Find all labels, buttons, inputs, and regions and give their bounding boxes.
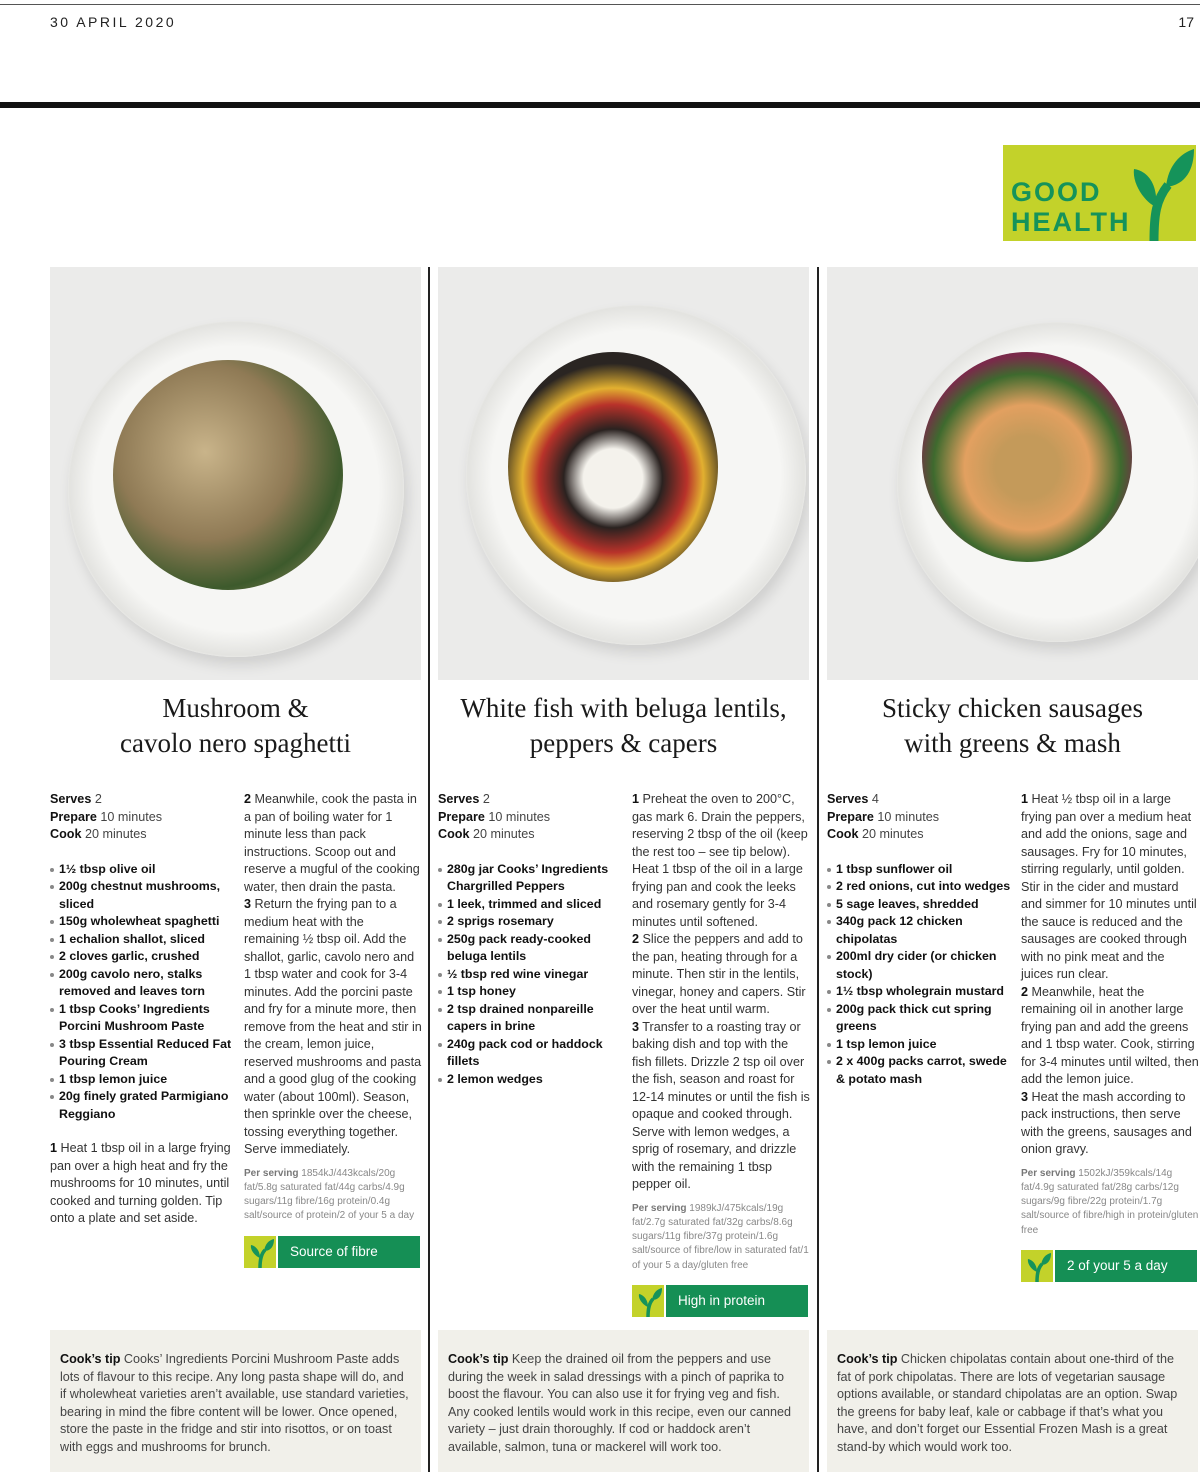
cooks-tip	[827, 1330, 1198, 1472]
ingredient-item: 20g finely grated Parmigiano Reggiano	[50, 1088, 240, 1123]
method-column	[244, 791, 422, 1268]
step-number: 1	[1021, 792, 1029, 806]
step-number: 1	[632, 792, 640, 806]
ingredient-item: 240g pack cod or haddock fillets	[438, 1036, 628, 1071]
top-border	[0, 4, 1200, 5]
meta-cook	[438, 826, 628, 844]
meta-label: Prepare	[438, 809, 485, 824]
food	[113, 360, 343, 590]
meta-value: 2	[94, 792, 102, 806]
header-rule	[0, 102, 1200, 108]
title-line: White fish with beluga lentils,	[460, 693, 787, 723]
recipe-photo	[827, 267, 1198, 680]
ingredients-column	[438, 791, 628, 1088]
cooks-tip-label: Cook’s tip	[60, 1352, 121, 1366]
meta-cook	[50, 826, 240, 844]
health-badge	[632, 1285, 808, 1317]
meta-serves	[50, 791, 240, 809]
ingredient-item: 200g pack thick cut spring greens	[827, 1001, 1017, 1036]
meta-label: Cook	[438, 827, 470, 841]
ingredient-item: 200g chestnut mushrooms, sliced	[50, 878, 240, 913]
ingredient-item: 1 tbsp Cooks’ Ingredients Porcini Mushroom Paste	[50, 1001, 240, 1036]
meta-label: Serves	[438, 792, 480, 806]
meta-label: Serves	[827, 792, 869, 806]
step-text: Heat 1 tbsp oil in a large frying pan over a high heat and fry the mushrooms for 10 minutes, until cooked and turning golden. Tip onto a plate and set aside.	[50, 1141, 231, 1225]
recipe-photo	[50, 267, 421, 680]
food	[922, 352, 1132, 562]
recipe-column	[50, 267, 422, 1259]
title-line: cavolo nero spaghetti	[120, 728, 351, 758]
method-step	[1021, 984, 1199, 1089]
sprout-icon	[1106, 145, 1196, 241]
cooks-tip-text: Cooks’ Ingredients Porcini Mushroom Paste adds lots of flavour to this recipe. Any long pasta shape will do, and if wholewheat varieties aren’t available, use standard varieties, bearing in mind the fibre content will be lower. Once opened, store the paste in the fridge and stir into risottos, or on toast with eggs and mushrooms for brunch.	[60, 1352, 409, 1454]
step-text: Heat ½ tbsp oil in a large frying pan over a medium heat and add the onions, sage and sausages. Fry for 10 minutes, stirring regularly, until golden. Stir in the cider and mustard and simmer for 10 minutes until the sauce is reduced and the sausages are cooked through with no pink meat and the juices run clear.	[1021, 792, 1197, 981]
food	[508, 352, 718, 582]
meta-serves	[438, 791, 628, 809]
meta-label: Prepare	[827, 809, 874, 824]
good-health-logo	[1003, 145, 1196, 241]
recipe-photo	[438, 267, 809, 680]
meta-value: 10 minutes	[877, 809, 940, 824]
meta-prepare	[50, 809, 240, 827]
meta-value: 10 minutes	[100, 809, 163, 824]
badge-label: 2 of your 5 a day	[1055, 1250, 1197, 1282]
step-text: Return the frying pan to a medium heat with the remaining ½ tbsp oil. Add the shallot, garlic, cavolo nero and 1 tbsp water and cook for 3-4 minutes. Add the porcini paste and fry for a minute more, then remove from the heat and stir in the cream, lemon juice, reserved mushrooms and pasta and a good glug of the cooking water (about 100ml). Season, then sprinkle over the cheese, tossing everything together. Serve immediately.	[244, 897, 422, 1156]
step-number: 2	[632, 932, 640, 946]
ingredient-item: 2 tsp drained nonpareille capers in brine	[438, 1001, 628, 1036]
step-text: Meanwhile, heat the remaining oil in another large frying pan and add the greens and 1 tbsp water. Cook, stirring for 3-4 minutes until wilted, then add the lemon juice.	[1021, 984, 1199, 1086]
ingredient-item: ½ tbsp red wine vinegar	[438, 966, 628, 984]
meta-prepare	[827, 809, 1017, 827]
method-step	[632, 931, 810, 1019]
title-line: peppers & capers	[529, 728, 718, 758]
ingredient-item: 1 tsp lemon juice	[827, 1036, 1017, 1054]
cooks-tip-label: Cook’s tip	[448, 1352, 509, 1366]
ingredient-item: 150g wholewheat spaghetti	[50, 913, 240, 931]
step-number: 3	[1021, 1089, 1029, 1104]
meta-prepare	[438, 809, 628, 827]
title-line: with greens & mash	[904, 728, 1121, 758]
nutrition-info	[632, 1202, 810, 1273]
step-text: Meanwhile, cook the pasta in a pan of boiling water for 1 minute less than pack instructions. Scoop out and reserve a mugful of the cooking water, then drain the pasta.	[244, 792, 420, 894]
ingredient-item: 1½ tbsp olive oil	[50, 861, 240, 879]
ingredient-item: 200g cavolo nero, stalks removed and leaves torn	[50, 966, 240, 1001]
sprout-icon	[244, 1236, 276, 1268]
ingredient-list	[50, 861, 240, 1124]
ingredient-item: 340g pack 12 chicken chipolatas	[827, 913, 1017, 948]
meta-value: 10 minutes	[488, 809, 551, 824]
step-number: 1	[50, 1141, 58, 1155]
step-text: Preheat the oven to 200°C, gas mark 6. Drain the peppers, reserving 2 tbsp of the oil (keep the rest too – see tip below). Heat 1 tbsp of the oil in a large frying pan and cook the leeks and rosemary gently for 3-4 minutes until softened.	[632, 792, 808, 929]
nutrition-values: 1854kJ/443kcals/20g fat/5.8g saturated fat/44g carbs/4.9g sugars/11g fibre/16g protein/0.4g salt/source of protein/2 of your 5 a day	[244, 1167, 415, 1222]
meta-cook	[827, 826, 1017, 844]
ingredient-item: 1½ tbsp wholegrain mustard	[827, 983, 1017, 1001]
ingredient-item: 2 lemon wedges	[438, 1071, 628, 1089]
column-divider	[817, 267, 819, 1472]
step-number: 3	[244, 897, 252, 911]
method-step	[632, 1019, 810, 1194]
column-divider	[428, 267, 430, 1472]
ingredient-item: 200ml dry cider (or chicken stock)	[827, 948, 1017, 983]
step-number: 2	[244, 792, 252, 806]
recipe-column	[438, 267, 810, 1308]
ingredient-item: 2 sprigs rosemary	[438, 913, 628, 931]
nutrition-label: Per serving	[1021, 1167, 1076, 1179]
step-text: Transfer to a roasting tray or baking dish and top with the fish fillets. Drizzle 2 tsp oil over the fish, season and roast for 12-14 minutes or until the fish is opaque and cooked through. Serve with lemon wedges, a sprig of rosemary, and drizzle with the remaining 1 tbsp pepper oil.	[632, 1019, 810, 1191]
method-step	[1021, 1089, 1199, 1159]
cooks-tip-text: Chicken chipolatas contain about one-third of the fat of pork chipolatas. There are lots of vegetarian sausage options available, or standard chipolatas are an option. Swap the greens for baby leaf, kale or cabbage if that’s what you have, and don’t forget our Essential Frozen Mash is a great stand-by which would work too.	[837, 1352, 1178, 1454]
step-text: Slice the peppers and add to the pan, heating through for a minute. Then stir in the lentils, vinegar, honey and capers. Stir over the heat until warm.	[632, 932, 806, 1016]
health-badge	[244, 1236, 420, 1268]
nutrition-info	[244, 1167, 422, 1224]
page-number: 17	[1178, 14, 1194, 30]
method-step	[244, 896, 422, 1159]
logo-line2: HEALTH	[1011, 207, 1131, 237]
nutrition-values: 1989kJ/475kcals/19g fat/2.7g saturated fat/32g carbs/8.6g sugars/11g fibre/37g protein/1.6g salt/source of fibre/low in saturated fat/1 of your 5 a day/gluten free	[632, 1202, 809, 1271]
ingredients-column	[50, 791, 240, 1228]
title-line: Mushroom &	[162, 693, 309, 723]
health-badge	[1021, 1250, 1197, 1282]
ingredient-item: 5 sage leaves, shredded	[827, 896, 1017, 914]
recipe-column	[827, 267, 1199, 1273]
method-step	[1021, 791, 1199, 984]
method-step	[50, 1140, 240, 1228]
logo-line1: GOOD	[1011, 177, 1102, 207]
meta-value: 20 minutes	[472, 827, 535, 841]
ingredient-item: 2 red onions, cut into wedges	[827, 878, 1017, 896]
badge-label: Source of fibre	[278, 1236, 420, 1268]
recipe-title	[827, 691, 1198, 761]
cooks-tip	[50, 1330, 421, 1472]
method-step	[632, 791, 810, 931]
nutrition-label: Per serving	[244, 1167, 299, 1179]
meta-value: 20 minutes	[84, 827, 147, 841]
meta-label: Prepare	[50, 809, 97, 824]
meta-label: Serves	[50, 792, 92, 806]
ingredient-item: 1 tsp honey	[438, 983, 628, 1001]
meta-value: 2	[482, 792, 490, 806]
ingredient-item: 3 tbsp Essential Reduced Fat Pouring Cream	[50, 1036, 240, 1071]
ingredient-list	[438, 861, 628, 1089]
ingredient-item: 1 tbsp sunflower oil	[827, 861, 1017, 879]
ingredient-item: 1 leek, trimmed and sliced	[438, 896, 628, 914]
ingredient-item: 1 echalion shallot, sliced	[50, 931, 240, 949]
meta-serves	[827, 791, 1017, 809]
step-text: Heat the mash according to pack instructions, then serve with the greens, sausages and onion gravy.	[1021, 1089, 1192, 1156]
sprout-icon	[632, 1285, 664, 1317]
ingredient-list	[827, 861, 1017, 1089]
title-line: Sticky chicken sausages	[882, 693, 1143, 723]
method-step	[244, 791, 422, 896]
issue-date: 30 APRIL 2020	[50, 14, 177, 30]
meta-label: Cook	[827, 827, 859, 841]
meta-label: Cook	[50, 827, 82, 841]
meta-value: 20 minutes	[861, 827, 924, 841]
method-column	[632, 791, 810, 1317]
nutrition-info	[1021, 1167, 1199, 1238]
recipe-title	[438, 691, 809, 761]
ingredients-column	[827, 791, 1017, 1088]
ingredient-item: 2 cloves garlic, crushed	[50, 948, 240, 966]
cooks-tip-label: Cook’s tip	[837, 1352, 898, 1366]
meta-value: 4	[871, 792, 879, 806]
method-column	[1021, 791, 1199, 1282]
ingredient-item: 250g pack ready-cooked beluga lentils	[438, 931, 628, 966]
recipe-title	[50, 691, 421, 761]
cooks-tip	[438, 1330, 809, 1472]
sprout-icon	[1021, 1250, 1053, 1282]
ingredient-item: 2 x 400g packs carrot, swede & potato mash	[827, 1053, 1017, 1088]
cooks-tip-text: Keep the drained oil from the peppers and use during the week in salad dressings with a pinch of paprika to boost the flavour. You can also use it for frying veg and fish. Any cooked lentils would work in this recipe, even our canned variety – just drain thoroughly. If cod or haddock aren’t available, salmon, tuna or mackerel will work too.	[448, 1352, 792, 1454]
ingredient-item: 280g jar Cooks’ Ingredients Chargrilled Peppers	[438, 861, 628, 896]
badge-label: High in protein	[666, 1285, 808, 1317]
step-number: 3	[632, 1019, 640, 1034]
nutrition-values: 1502kJ/359kcals/14g fat/4.9g saturated fat/28g carbs/12g sugars/9g fibre/22g protein/1.7g salt/source of fibre/high in protein/gluten free	[1021, 1167, 1199, 1236]
nutrition-label: Per serving	[632, 1202, 687, 1214]
step-number: 2	[1021, 984, 1029, 999]
ingredient-item: 1 tbsp lemon juice	[50, 1071, 240, 1089]
